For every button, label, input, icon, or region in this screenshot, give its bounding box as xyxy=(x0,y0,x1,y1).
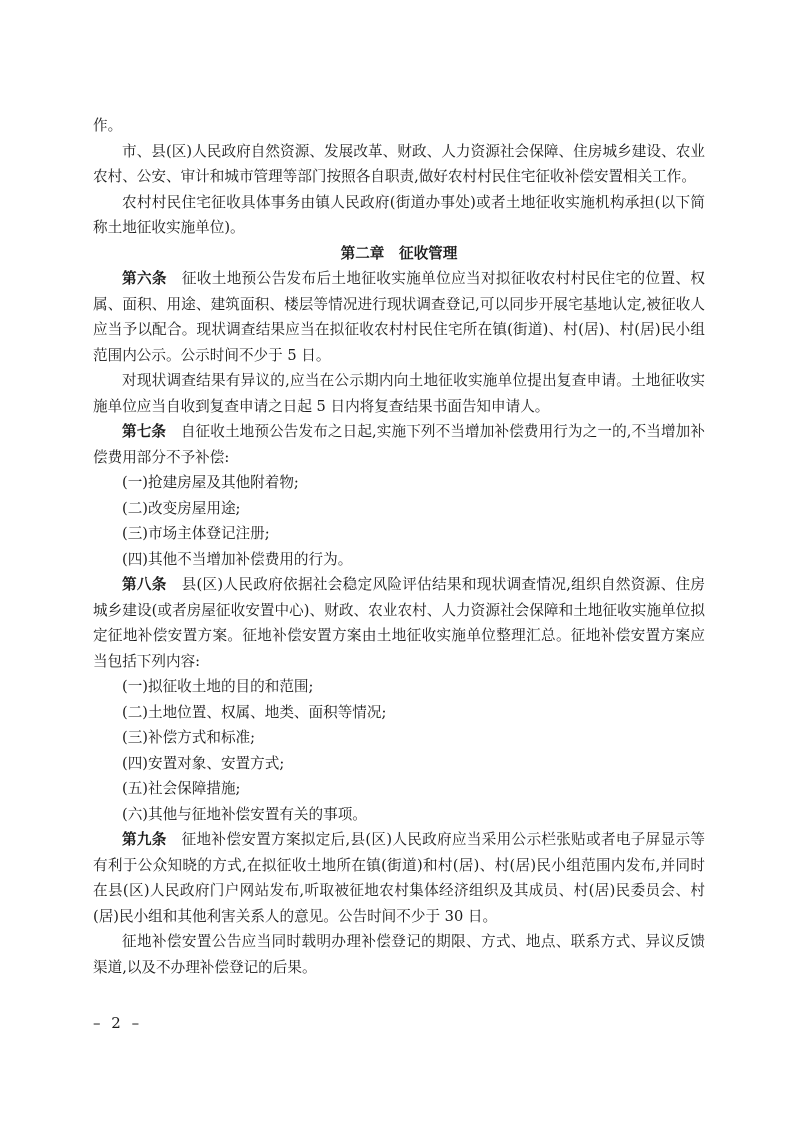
document-body xyxy=(93,113,705,980)
article-6-label: 第六条 xyxy=(122,270,167,287)
article-6-paragraph-2: 对现状调查结果有异议的,应当在公示期内向土地征收实施单位提出复查申请。土地征收实施单位应当自收到复查申请之日起 5 日内将复查结果书面告知申请人。 xyxy=(93,372,705,415)
paragraph-implementing-unit: 农村村民住宅征收具体事务由镇人民政府(街道办事处)或者土地征收实施机构承担(以下简称土地征收实施单位)。 xyxy=(93,193,705,236)
article-9-paragraph-2: 征地补偿安置公告应当同时载明办理补偿登记的期限、方式、地点、联系方式、异议反馈渠道,以及不办理补偿登记的后果。 xyxy=(93,933,705,976)
list-item: (五)社会保障措施; xyxy=(122,780,241,797)
list-item: (三)补偿方式和标准; xyxy=(122,729,256,746)
article-9-label: 第九条 xyxy=(122,831,167,848)
article-7-text: 自征收土地预公告发布之日起,实施下列不当增加补偿费用行为之一的,不当增加补偿费用部分不予补偿: xyxy=(93,423,705,466)
article-8-text: 县(区)人民政府依据社会稳定风险评估结果和现状调查情况,组织自然资源、住房城乡建设(或者房屋征收安置中心)、财政、农业农村、人力资源社会保障和土地征收实施单位拟定征地补偿安置方案。征地补偿安置方案由土地征收实施单位整理汇总。征地补偿安置方案应当包括下列内容: xyxy=(93,576,705,670)
article-9 xyxy=(93,827,705,929)
article-8-label: 第八条 xyxy=(122,576,167,593)
article-7 xyxy=(93,419,705,470)
chapter-title: 第二章 征收管理 xyxy=(340,244,458,262)
article-8 xyxy=(93,572,705,674)
article-6-text: 征收土地预公告发布后土地征收实施单位应当对拟征收农村村民住宅的位置、权属、面积、用途、建筑面积、楼层等情况进行现状调查登记,可以同步开展宅基地认定,被征收人应当予以配合。现状调查结果应当在拟征收农村村民住宅所在镇(街道)、村(居)、村(居)民小组范围内公示。公示时间不少于 5 日。 xyxy=(93,270,705,364)
list-item: (二)改变房屋用途; xyxy=(122,499,241,517)
paragraph-continuation: 作。 xyxy=(93,117,123,134)
list-item: (一)拟征收土地的目的和范围; xyxy=(122,678,314,695)
list-item: (二)土地位置、权属、地类、面积等情况; xyxy=(122,703,387,721)
paragraph-responsible-departments: 市、县(区)人民政府自然资源、发展改革、财政、人力资源社会保障、住房城乡建设、农业农村、公安、审计和城市管理等部门按照各自职责,做好农村村民住宅征收补偿安置相关工作。 xyxy=(93,142,705,185)
list-item: (四)其他不当增加补偿费用的行为。 xyxy=(122,550,353,568)
page-number: – 2 – xyxy=(93,1014,143,1032)
list-item: (四)安置对象、安置方式; xyxy=(122,754,285,772)
article-9-text: 征地补偿安置方案拟定后,县(区)人民政府应当采用公示栏张贴或者电子屏显示等有利于公众知晓的方式,在拟征收土地所在镇(街道)和村(居)、村(居)民小组范围内发布,并同时在县(区)人民政府门户网站发布,听取被征地农村集体经济组织及其成员、村(居)民委员会、村(居)民小组和其他利害关系人的意见。公告时间不少于 30 日。 xyxy=(93,831,705,925)
article-6 xyxy=(93,266,705,368)
article-7-label: 第七条 xyxy=(122,423,167,440)
list-item: (三)市场主体登记注册; xyxy=(122,525,270,542)
list-item: (六)其他与征地补偿安置有关的事项。 xyxy=(122,805,367,823)
list-item: (一)抢建房屋及其他附着物; xyxy=(122,474,299,491)
